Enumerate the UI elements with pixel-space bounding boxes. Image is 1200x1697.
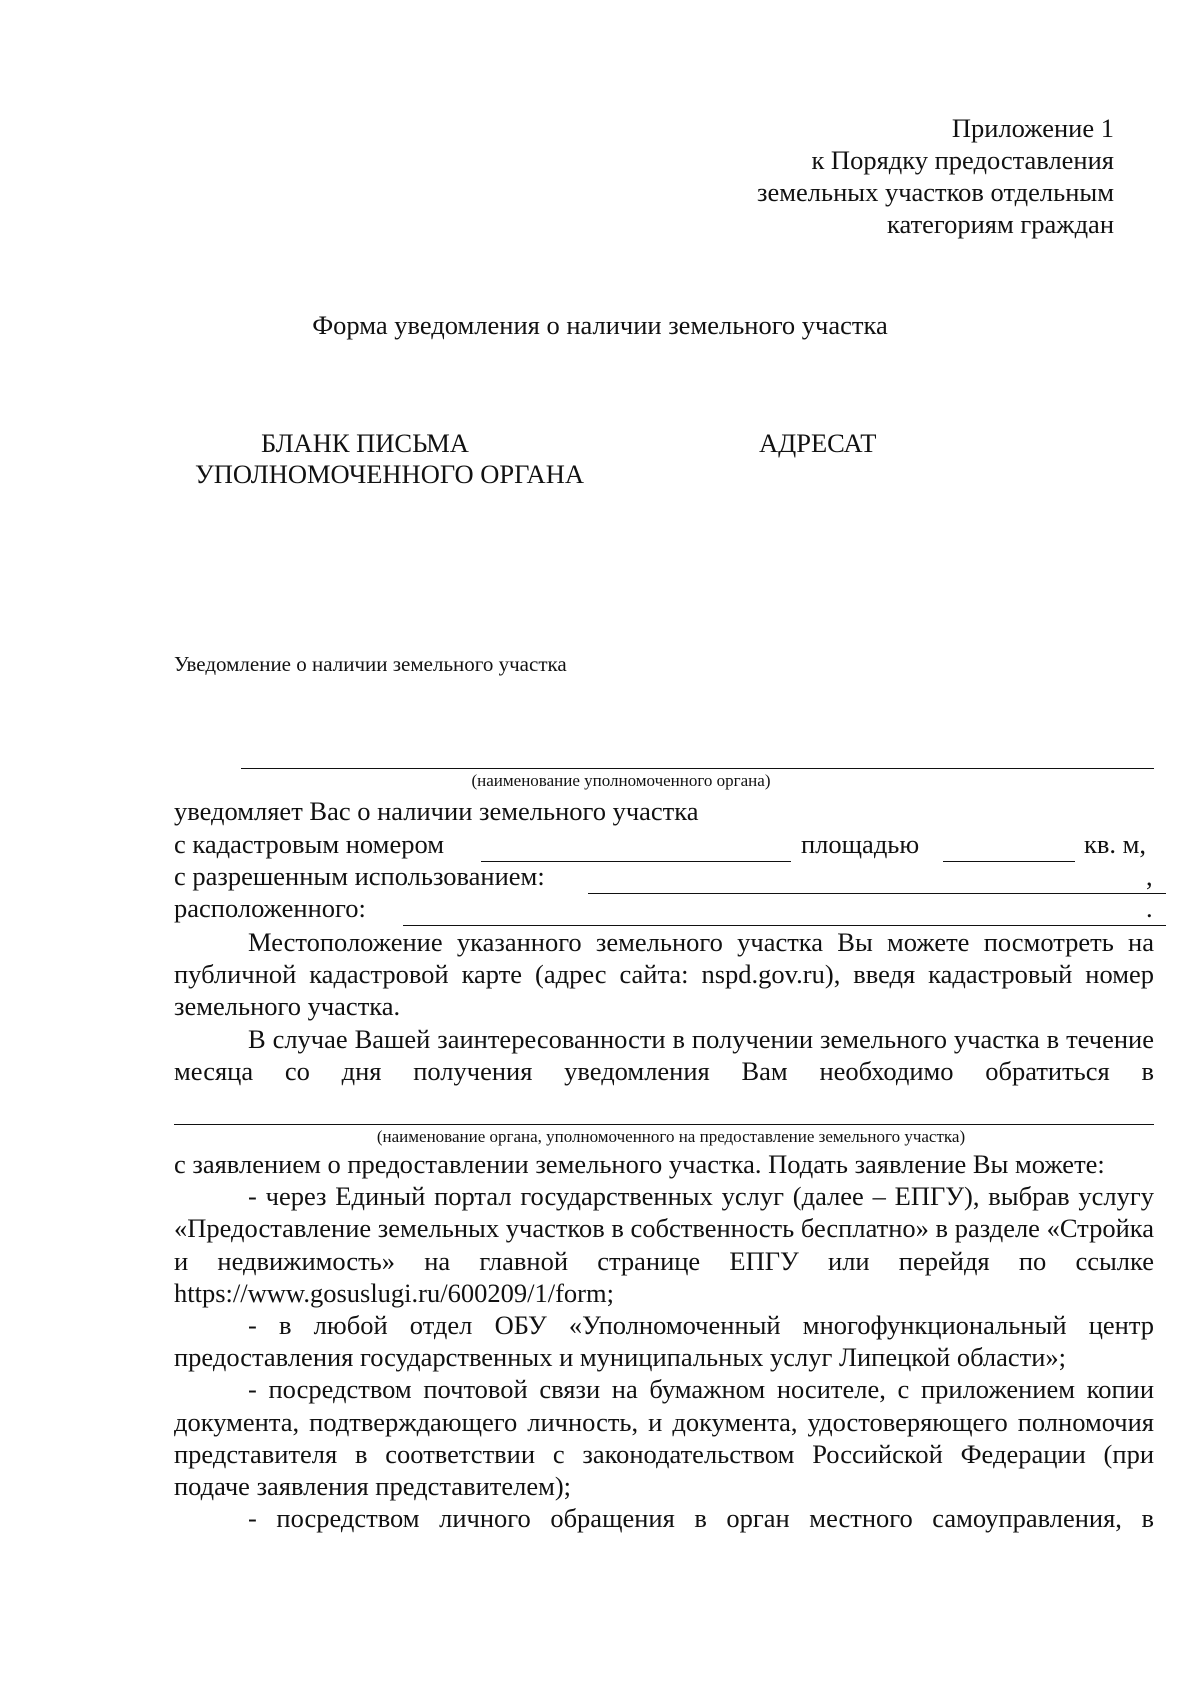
option-post: - посредством почтовой связи на бумажном носителе, с приложением копии документа, подтверждающего личность, и документа, удостоверяющего полномочия представителя в соответствии с законодательством Российской Федерации (при подаче заявления представителем);	[174, 1374, 1154, 1502]
authority-caption: (наименование уполномоченного органа)	[471, 771, 771, 790]
appendix-line: к Порядку предоставления	[811, 145, 1114, 175]
addressee-placeholder: АДРЕСАТ	[759, 428, 877, 458]
permitted-use-label: с разрешенным использованием:	[174, 861, 545, 891]
location-label: расположенного:	[174, 893, 366, 923]
form-title: Форма уведомления о наличии земельного участка	[312, 310, 888, 340]
provider-caption: (наименование органа, уполномоченного на предоставление земельного участка)	[376, 1127, 966, 1146]
provider-authority-blank	[174, 1124, 1154, 1125]
letterhead-line: УПОЛНОМОЧЕННОГО ОРГАНА	[195, 459, 584, 489]
notice-subject: Уведомление о наличии земельного участка	[174, 652, 567, 676]
letterhead-placeholder	[195, 428, 584, 490]
area-unit: кв. м,	[1084, 829, 1147, 859]
notify-line: уведомляет Вас о наличии земельного участка	[174, 796, 699, 826]
area-label: площадью	[801, 829, 920, 859]
application-paragraph: с заявлением о предоставлении земельного участка. Подать заявление Вы можете:	[174, 1149, 1105, 1179]
area-blank	[943, 861, 1075, 862]
option-mfc: - в любой отдел ОБУ «Уполномоченный многофункциональный центр предоставления государственных и муниципальных услуг Липецкой области»;	[174, 1310, 1154, 1373]
location-period: .	[1146, 893, 1153, 923]
notice-paragraphs	[174, 926, 1154, 1087]
appendix-reference	[757, 112, 1114, 240]
letterhead-line: БЛАНК ПИСЬМА	[261, 428, 469, 458]
permitted-use-blank	[588, 893, 1166, 894]
cadastral-label: с кадастровым номером	[174, 829, 444, 859]
appendix-line: земельных участков отдельным	[757, 177, 1114, 207]
permitted-use-comma: ,	[1146, 861, 1153, 891]
option-epgu: - через Единый портал государственных услуг (далее – ЕПГУ), выбрав услугу «Предоставление земельных участков в собственность бесплатно» в разделе «Стройка и недвижимость» на главной странице ЕПГУ или перейдя по ссылке https://www.gosuslugi.ru/600209/1/form;	[174, 1181, 1154, 1308]
authority-name-blank	[241, 768, 1154, 769]
option-personal: - посредством личного обращения в орган местного самоуправления, в	[248, 1503, 1154, 1534]
location-paragraph: Местоположение указанного земельного участка Вы можете посмотреть на публичной кадастровой карте (адрес сайта: nspd.gov.ru), введя кадастровый номер земельного участка.	[174, 927, 1154, 1022]
appendix-line: Приложение 1	[951, 113, 1114, 143]
appendix-line: категориям граждан	[887, 209, 1114, 239]
application-section	[174, 1148, 1154, 1534]
interest-paragraph: В случае Вашей заинтересованности в получении земельного участка в течение месяца со дня получения уведомления Вам необходимо обратиться в	[174, 1023, 1154, 1086]
